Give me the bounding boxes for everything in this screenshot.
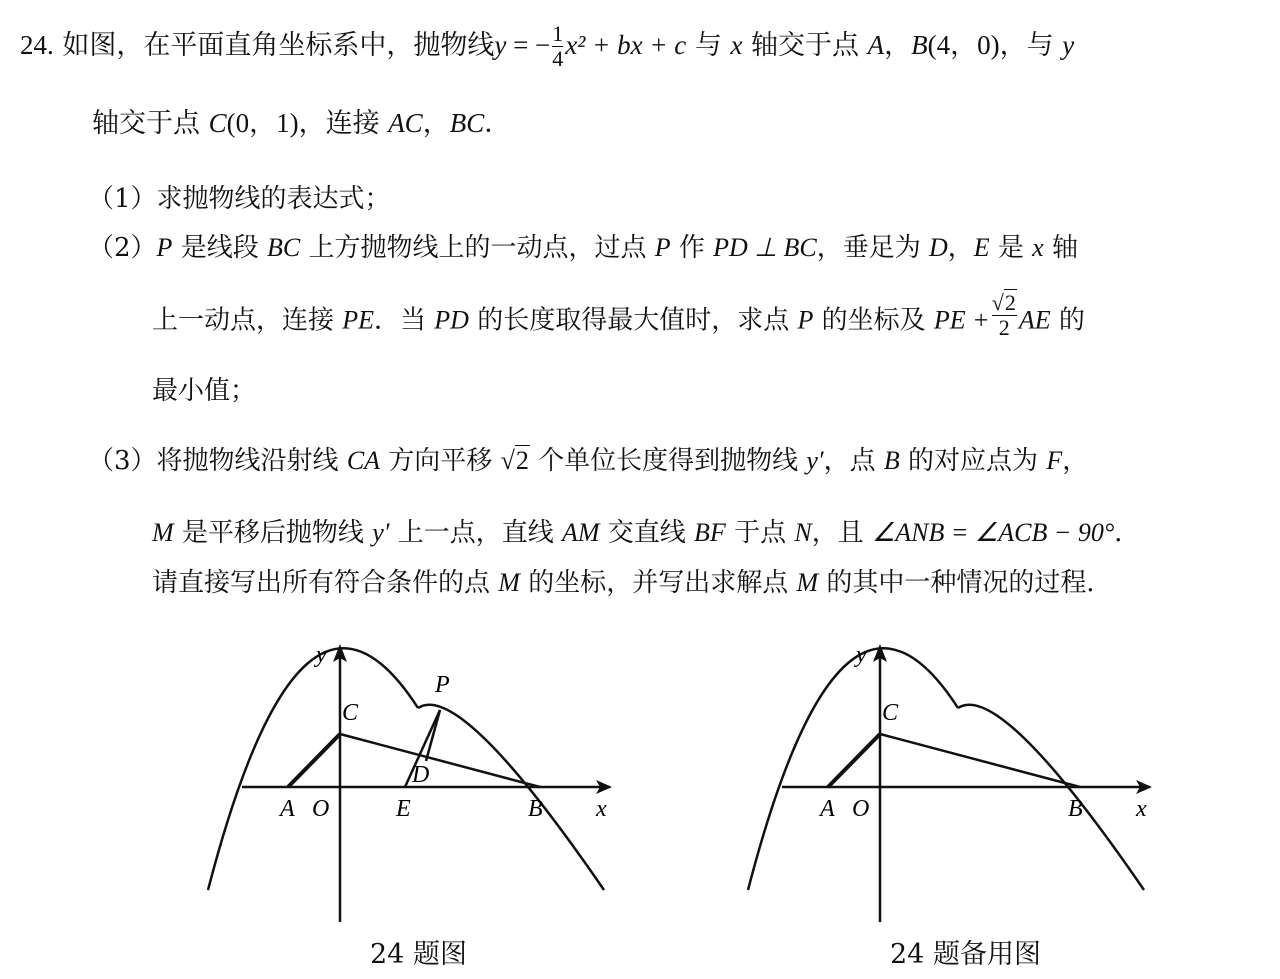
part-3-text: 的坐标，并写出求解点 bbox=[519, 568, 797, 598]
math-C: C bbox=[208, 108, 227, 138]
part-3-text: 上一点，直线 bbox=[389, 518, 562, 548]
part-3-text: ，且 bbox=[811, 518, 872, 548]
stem-text: ，连接 bbox=[298, 108, 389, 139]
math-PD-perp-BC: PD ⊥ BC bbox=[713, 233, 817, 262]
math-P: P bbox=[156, 233, 173, 262]
math-x: x bbox=[1032, 233, 1044, 262]
math-CA: CA bbox=[346, 446, 381, 475]
part-3-text: ， bbox=[1062, 446, 1089, 476]
part-2-label: （2） bbox=[88, 233, 157, 263]
stem-text: 轴交于点 bbox=[92, 108, 209, 139]
fraction-one-quarter bbox=[552, 22, 563, 71]
part-2-text: ．当 bbox=[374, 305, 435, 336]
math-N: N bbox=[794, 518, 812, 547]
label-A: A bbox=[280, 796, 295, 822]
figure-2-caption: 24 题备用图 bbox=[890, 939, 1041, 970]
label-O: O bbox=[312, 796, 330, 822]
math-BC: BC bbox=[266, 233, 301, 262]
math-A: A bbox=[867, 30, 885, 60]
label-B: B bbox=[1068, 796, 1083, 822]
math-BC: BC bbox=[449, 108, 485, 138]
math-B-coord: (4，0) bbox=[927, 30, 1000, 60]
part-3-text: 请直接写出所有符合条件的点 bbox=[152, 568, 499, 598]
label-P: P bbox=[435, 672, 450, 698]
segment-CB bbox=[340, 734, 540, 787]
math-C-coord: (0，1) bbox=[226, 108, 299, 138]
part-3-text: ． bbox=[1114, 518, 1141, 548]
problem-stem-line-2 bbox=[92, 110, 511, 137]
math-PE-plus: PE + bbox=[933, 305, 990, 335]
part-2-text: 的坐标及 bbox=[813, 305, 934, 336]
problem-number: 24. bbox=[20, 30, 54, 60]
label-B: B bbox=[528, 796, 543, 822]
part-2-text: 是 bbox=[989, 233, 1033, 263]
math-F: F bbox=[1046, 446, 1063, 475]
math-angle-condition: ∠ANB = ∠ACB − 90° bbox=[871, 518, 1115, 547]
label-C: C bbox=[882, 700, 899, 726]
label-x: x bbox=[1136, 796, 1147, 822]
math-y: y bbox=[494, 30, 507, 60]
part-3-text: 的其中一种情况的过程． bbox=[818, 568, 1113, 598]
part-3-line-1 bbox=[88, 448, 1088, 474]
label-x: x bbox=[596, 796, 607, 822]
stem-text: 轴交于点 bbox=[742, 30, 868, 61]
math-B: B bbox=[911, 30, 928, 60]
math-D: D bbox=[928, 233, 948, 262]
math-AM: AM bbox=[561, 518, 600, 547]
part-1 bbox=[88, 186, 391, 212]
part-2-text: ， bbox=[947, 233, 974, 263]
part-1-text: （1）求抛物线的表达式； bbox=[88, 184, 391, 214]
part-2-text: 上一动点，连接 bbox=[152, 305, 343, 336]
parabola-curve bbox=[208, 648, 604, 890]
part-3-text: 于点 bbox=[725, 518, 795, 548]
math-M: M bbox=[498, 568, 520, 597]
problem-stem-line-1 bbox=[20, 22, 1074, 71]
math-y2: y bbox=[1062, 30, 1075, 60]
part-2-text: ，垂足为 bbox=[816, 233, 929, 263]
fraction-numerator: √2 bbox=[991, 290, 1016, 315]
math-poly: x² + bx + c bbox=[565, 30, 687, 60]
math-PD: PD bbox=[434, 305, 469, 335]
part-2-text: 是线段 bbox=[172, 233, 267, 263]
fraction-denominator: 4 bbox=[552, 46, 564, 71]
label-E: E bbox=[396, 796, 411, 822]
part-2-text: 的长度取得最大值时，求点 bbox=[468, 305, 798, 336]
figure-1 bbox=[200, 640, 620, 930]
part-2-text: 作 bbox=[670, 233, 714, 263]
label-O: O bbox=[852, 796, 870, 822]
stem-text: ， bbox=[884, 30, 912, 61]
part-2-text: 最小值； bbox=[152, 376, 257, 406]
part-3-text: （3）将抛物线沿射线 bbox=[88, 446, 347, 476]
fraction-sqrt2-over-2 bbox=[992, 291, 1017, 340]
part-3-text: 的对应点为 bbox=[899, 446, 1047, 476]
part-2-text: 上方抛物线上的一动点，过点 bbox=[300, 233, 655, 263]
radicand: 2 bbox=[1004, 290, 1016, 315]
math-x: x bbox=[730, 30, 743, 60]
figure-1-caption: 24 题图 bbox=[370, 939, 467, 970]
part-3-text: 方向平移 bbox=[380, 446, 501, 476]
part-3-text: 是平移后抛物线 bbox=[173, 518, 373, 548]
part-3-line-3 bbox=[152, 570, 1112, 596]
math-BF: BF bbox=[694, 518, 726, 547]
label-D: D bbox=[412, 762, 430, 788]
segment-AC bbox=[828, 734, 880, 787]
fraction-numerator: 1 bbox=[552, 21, 564, 46]
parabola-curve bbox=[748, 648, 1144, 890]
part-3-text: ，点 bbox=[823, 446, 884, 476]
part-2-line-1 bbox=[88, 235, 1078, 261]
math-y-prime: y′ bbox=[372, 518, 390, 547]
part-2-line-3 bbox=[152, 378, 256, 404]
math-P: P bbox=[797, 305, 814, 335]
radicand: 2 bbox=[515, 446, 529, 475]
math-PE: PE bbox=[342, 305, 375, 335]
fraction-denominator: 2 bbox=[992, 315, 1017, 340]
stem-text: ． bbox=[484, 108, 512, 139]
figure-2 bbox=[740, 640, 1160, 930]
sqrt-2: √2 bbox=[500, 446, 529, 475]
math-M: M bbox=[796, 568, 819, 597]
math-AC: AC bbox=[388, 108, 423, 138]
label-y: y bbox=[856, 642, 867, 668]
part-2-line-2 bbox=[152, 290, 1085, 340]
part-3-text: 交直线 bbox=[599, 518, 695, 548]
stem-text: ，与 bbox=[999, 30, 1063, 61]
label-A: A bbox=[820, 796, 835, 822]
stem-text: ， bbox=[422, 108, 450, 139]
stem-text: 与 bbox=[686, 30, 731, 61]
math-E: E bbox=[973, 233, 990, 262]
part-2-text: 轴 bbox=[1043, 233, 1078, 263]
segment-CB bbox=[880, 734, 1080, 787]
part-3-line-2 bbox=[152, 520, 1140, 546]
label-C: C bbox=[342, 700, 359, 726]
math-y-prime: y′ bbox=[806, 446, 824, 475]
part-2-text: 的 bbox=[1050, 305, 1085, 336]
math-B: B bbox=[883, 446, 900, 475]
math-M: M bbox=[152, 518, 174, 547]
math-AE: AE bbox=[1018, 305, 1051, 335]
math-P: P bbox=[654, 233, 671, 262]
stem-text: 如图，在平面直角坐标系中，抛物线 bbox=[62, 30, 495, 61]
part-3-text: 个单位长度得到抛物线 bbox=[529, 446, 807, 476]
label-y: y bbox=[316, 642, 327, 668]
math-eq: = − bbox=[506, 30, 551, 60]
